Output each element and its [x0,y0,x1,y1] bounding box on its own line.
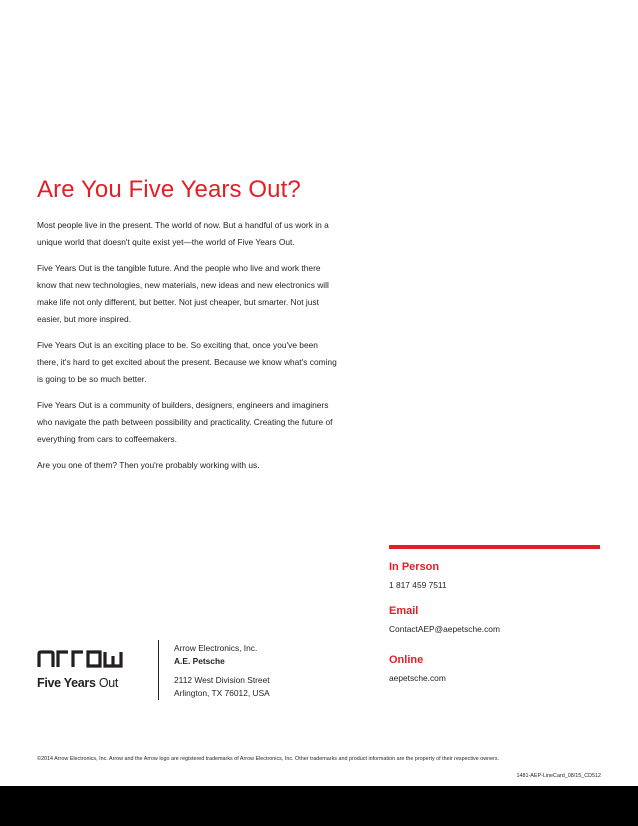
contact-title: Email [389,605,419,617]
contact-online [389,653,619,685]
paragraph: Five Years Out is the tangible future. And the people who live and work there know that new technologies, new materials, new ideas and new electronics will make life not only different, but better. Not just cheaper, but smarter. Not just easier, but more inspired. [37,263,329,324]
intro-body [37,217,337,483]
contact-email [389,604,619,636]
company-address [174,642,270,700]
logo-tagline [37,676,118,690]
logo-address-divider [158,640,159,700]
tagline-bold: Five Years [37,676,96,690]
arrow-logo [37,650,129,668]
address-line1: Arrow Electronics, Inc. [174,643,258,653]
address-city: Arlington, TX 76012, USA [174,688,270,698]
email-link[interactable]: ContactAEP@aepetsche.com [389,624,500,634]
address-company: A.E. Petsche [174,656,225,666]
paragraph: Five Years Out is a community of builders, designers, engineers and imaginers who navigate the path between possibility and practicality. Creating the future of everything from cars to coffeemakers. [37,400,333,444]
contact-in-person [389,560,619,592]
document-number: 1481-AEP-LineCard_08/15_CD512 [516,773,601,779]
contact-title: In Person [389,561,440,573]
legal-notice: ©2014 Arrow Electronics, Inc. Arrow and the Arrow logo are registered trademarks of Arrow Electronics, Inc. Other trademarks and product information are the property of their respective owners. [37,756,500,762]
phone-number: 1 817 459 7511 [389,580,447,590]
paragraph: Five Years Out is an exciting place to be. So exciting that, once you've been there, it's hard to get excited about the present. Because we know what's coming is going to be so much better. [37,340,337,384]
website-link[interactable]: aepetsche.com [389,673,446,683]
arrow-wordmark-icon [37,650,129,668]
footer-band [0,786,638,826]
contact-divider-bar [389,545,600,549]
address-street: 2112 West Division Street [174,675,270,685]
tagline-regular: Out [95,676,119,690]
paragraph: Are you one of them? Then you're probably working with us. [37,460,260,470]
paragraph: Most people live in the present. The world of now. But a handful of us work in a unique world that doesn't quite exist yet—the world of Five Years Out. [37,220,329,247]
page-heading: Are You Five Years Out? [37,176,301,203]
contact-title: Online [389,654,424,666]
